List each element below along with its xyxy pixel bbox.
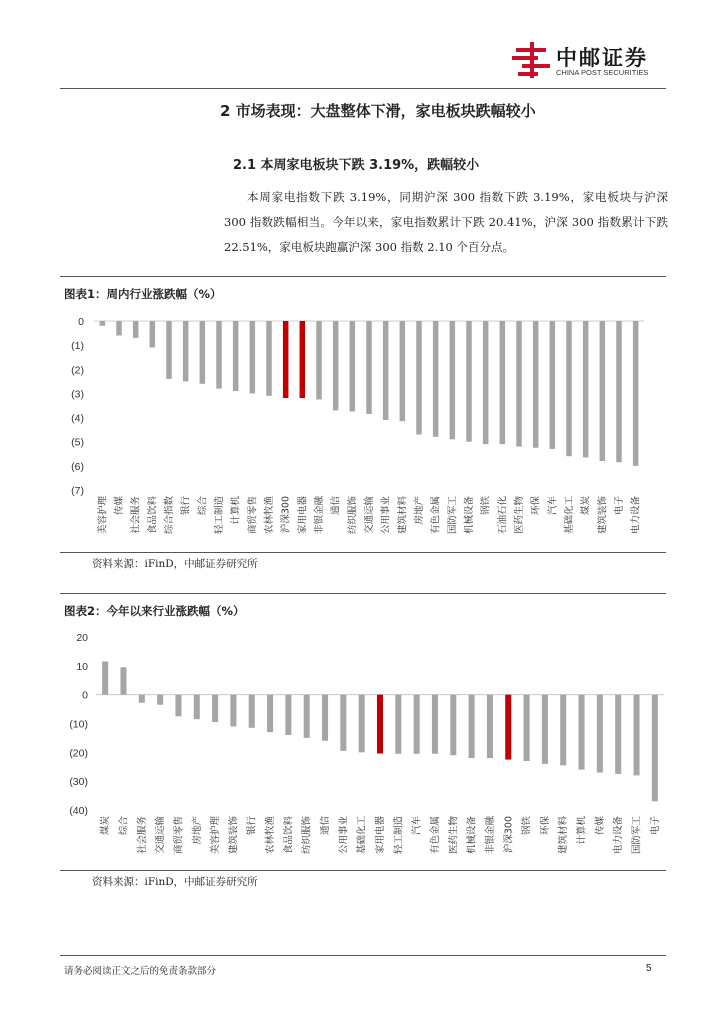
bar-农林牧渔 — [267, 695, 273, 732]
bar-家用电器 — [300, 321, 306, 398]
bar-综合 — [120, 667, 126, 694]
figure1-source: 资料来源：iFinD，中邮证券研究所 — [92, 558, 258, 570]
body-paragraph: 本周家电指数下跌 3.19%，同期沪深 300 指数下跌 3.19%，家电板块与沪深 300 指数跌幅相当。今年以来，家电指数累计下跌 20.41%，沪深 300 指数累计下跌 22.51%，家电板块跑赢沪深 300 指数 2.10 个百分点。 — [224, 190, 668, 254]
x-category-label: 建筑装饰 — [597, 496, 609, 535]
x-category-label: 钢铁 — [521, 816, 533, 836]
x-category-label: 计算机 — [576, 816, 588, 845]
bar-食品饮料 — [150, 321, 156, 348]
y-tick-label: (3) — [71, 388, 84, 401]
x-category-label: 基础化工 — [564, 496, 575, 535]
bar-社会服务 — [133, 321, 139, 338]
x-category-label: 商贸零售 — [173, 816, 185, 855]
x-category-label: 通信 — [320, 816, 332, 836]
x-category-label: 环保 — [539, 816, 551, 836]
x-category-label: 农林牧渔 — [265, 816, 277, 855]
figure1-bottom-rule — [60, 552, 666, 553]
x-category-label: 建筑材料 — [397, 496, 409, 535]
x-category-label: 传媒 — [594, 816, 606, 836]
x-category-label: 传媒 — [114, 496, 125, 516]
x-category-label: 食品饮料 — [147, 496, 159, 535]
x-category-label: 房地产 — [414, 496, 425, 525]
bar-纺织服饰 — [304, 695, 310, 738]
x-category-label: 沪深300 — [280, 496, 292, 534]
figure1-bar-chart — [60, 306, 666, 550]
bar-基础化工 — [566, 321, 572, 456]
x-category-label: 公用事业 — [380, 496, 392, 535]
x-category-label: 通信 — [330, 496, 342, 516]
bar-电子 — [616, 321, 622, 462]
bar-机械设备 — [469, 695, 475, 758]
x-category-label: 家用电器 — [297, 496, 309, 535]
x-category-label: 非银金融 — [484, 816, 496, 855]
bar-美容护理 — [212, 695, 218, 722]
x-category-label: 汽车 — [547, 496, 559, 516]
bar-建筑装饰 — [230, 695, 236, 727]
x-category-label: 有色金属 — [429, 816, 441, 855]
y-tick-label: (1) — [71, 340, 84, 353]
bar-计算机 — [579, 695, 585, 770]
y-tick-label: (5) — [71, 436, 84, 449]
x-category-label: 机械设备 — [464, 496, 475, 535]
bar-环保 — [533, 321, 539, 448]
x-category-label: 沪深300 — [503, 816, 515, 854]
bar-钢铁 — [483, 321, 489, 444]
x-category-label: 石油石化 — [497, 496, 509, 535]
bar-电子 — [652, 695, 658, 802]
y-tick-label: 0 — [78, 316, 84, 328]
x-category-label: 钢铁 — [480, 496, 492, 516]
bar-环保 — [542, 695, 548, 764]
bar-房地产 — [416, 321, 422, 434]
x-category-label: 农林牧渔 — [264, 496, 275, 535]
bar-传媒 — [116, 321, 122, 335]
bar-社会服务 — [139, 695, 145, 703]
x-category-label: 社会服务 — [130, 496, 142, 535]
y-tick-label: (7) — [71, 485, 84, 497]
company-logo — [512, 40, 682, 82]
x-category-label: 基础化工 — [356, 816, 368, 855]
bar-公用事业 — [340, 695, 346, 751]
y-tick-label: (10) — [69, 718, 88, 731]
bar-通信 — [322, 695, 328, 741]
x-category-label: 医药生物 — [448, 816, 460, 855]
bar-有色金属 — [432, 695, 438, 754]
figure1-title: 图表1：周内行业涨跌幅（%） — [64, 287, 222, 301]
x-category-label: 煤炭 — [100, 816, 112, 836]
bar-轻工制造 — [395, 695, 401, 754]
figure2-title: 图表2：今年以来行业涨跌幅（%） — [64, 604, 245, 618]
bar-石油石化 — [500, 321, 506, 444]
y-tick-label: (6) — [71, 460, 84, 473]
figure2-bottom-rule — [60, 870, 666, 871]
bar-机械设备 — [466, 321, 472, 442]
bar-综合指数 — [166, 321, 172, 379]
x-category-label: 电子 — [614, 496, 625, 516]
bar-家用电器 — [377, 695, 383, 754]
bar-沪深300 — [505, 695, 511, 760]
bar-计算机 — [233, 321, 239, 391]
y-tick-label: (40) — [69, 805, 88, 817]
x-category-label: 国防军工 — [631, 816, 643, 855]
x-category-label: 家用电器 — [375, 816, 386, 855]
x-category-label: 美容护理 — [210, 816, 222, 855]
bar-汽车 — [550, 321, 556, 449]
bar-非银金融 — [316, 321, 322, 399]
bar-电力设备 — [633, 321, 639, 466]
bar-有色金属 — [433, 321, 439, 437]
x-category-label: 医药生物 — [514, 496, 525, 535]
bar-国防军工 — [450, 321, 456, 439]
bar-房地产 — [194, 695, 200, 720]
logo-chinese-text: 中邮证券 — [556, 46, 648, 70]
bar-电力设备 — [615, 695, 621, 774]
y-tick-label: 10 — [76, 660, 88, 673]
x-category-label: 综合 — [197, 496, 209, 516]
header-rule — [60, 88, 666, 89]
bar-医药生物 — [450, 695, 456, 756]
x-category-label: 综合 — [118, 816, 130, 836]
bar-沪深300 — [283, 321, 289, 398]
x-category-label: 美容护理 — [97, 496, 109, 535]
x-category-label: 轻工制造 — [214, 496, 225, 535]
y-tick-label: (30) — [69, 776, 88, 789]
x-category-label: 社会服务 — [136, 816, 148, 855]
y-tick-label: 20 — [76, 632, 88, 644]
bar-煤炭 — [102, 662, 108, 695]
y-tick-label: (20) — [69, 747, 88, 760]
page-number: 5 — [646, 963, 652, 974]
x-category-label: 电力设备 — [630, 496, 642, 535]
subsection-heading: 2.1 本周家电板块下跌 3.19%，跌幅较小 — [233, 158, 480, 173]
y-tick-label: 0 — [82, 689, 88, 702]
bar-美容护理 — [100, 321, 106, 326]
bar-公用事业 — [383, 321, 389, 420]
bar-基础化工 — [359, 695, 365, 753]
figure2-bar-chart — [60, 624, 666, 868]
x-category-label: 煤炭 — [580, 496, 592, 516]
china-post-logo-icon — [512, 40, 552, 80]
section-heading: 2 市场表现：大盘整体下滑，家电板块跌幅较小 — [220, 102, 536, 120]
bar-交通运输 — [366, 321, 372, 414]
x-category-label: 交通运输 — [155, 816, 167, 855]
x-category-label: 有色金属 — [430, 496, 442, 535]
x-category-label: 环保 — [530, 496, 542, 516]
bar-建筑装饰 — [600, 321, 606, 461]
x-category-label: 轻工制造 — [393, 816, 405, 855]
x-category-label: 非银金融 — [314, 496, 325, 535]
bar-医药生物 — [516, 321, 522, 447]
bar-建筑材料 — [400, 321, 406, 421]
x-category-label: 公用事业 — [338, 816, 350, 855]
x-category-label: 交通运输 — [364, 496, 375, 535]
footer-rule — [60, 955, 666, 956]
bar-商贸零售 — [175, 695, 181, 717]
y-tick-label: (2) — [71, 364, 84, 377]
bar-农林牧渔 — [266, 321, 272, 396]
x-category-label: 国防军工 — [447, 496, 459, 535]
x-category-label: 银行 — [246, 816, 258, 836]
x-category-label: 电子 — [649, 816, 661, 836]
x-category-label: 计算机 — [230, 496, 242, 525]
x-category-label: 建筑材料 — [558, 816, 570, 855]
bar-传媒 — [597, 695, 603, 773]
figure1-top-rule — [60, 276, 666, 277]
y-tick-label: (4) — [71, 412, 84, 425]
footer-disclaimer: 请务必阅读正文之后的免责条款部分 — [64, 966, 217, 977]
bar-商贸零售 — [250, 321, 256, 393]
x-category-label: 商贸零售 — [247, 496, 259, 535]
bar-纺织服饰 — [350, 321, 356, 412]
x-category-label: 房地产 — [191, 816, 203, 845]
x-category-label: 机械设备 — [466, 816, 478, 855]
bar-非银金融 — [487, 695, 493, 758]
bar-轻工制造 — [216, 321, 222, 389]
x-category-label: 纺织服饰 — [347, 496, 359, 535]
x-category-label: 电力设备 — [613, 816, 625, 855]
x-category-label: 汽车 — [411, 816, 423, 836]
bar-银行 — [183, 321, 189, 381]
bar-煤炭 — [583, 321, 589, 457]
bar-通信 — [333, 321, 339, 410]
bar-钢铁 — [524, 695, 530, 761]
figure2-top-rule — [60, 593, 666, 594]
bar-建筑材料 — [560, 695, 566, 766]
figure2-source: 资料来源：iFinD，中邮证券研究所 — [92, 876, 258, 888]
x-category-label: 银行 — [180, 496, 192, 516]
bar-汽车 — [414, 695, 420, 754]
x-category-label: 综合指数 — [164, 496, 175, 535]
x-category-label: 建筑装饰 — [228, 816, 240, 855]
bar-交通运输 — [157, 695, 163, 705]
bar-银行 — [249, 695, 255, 728]
x-category-label: 纺织服饰 — [301, 816, 313, 855]
bar-食品饮料 — [285, 695, 291, 735]
bar-综合 — [200, 321, 206, 384]
logo-english-text: CHINA POST SECURITIES — [556, 68, 649, 77]
x-category-label: 食品饮料 — [283, 816, 295, 855]
bar-国防军工 — [633, 695, 639, 776]
